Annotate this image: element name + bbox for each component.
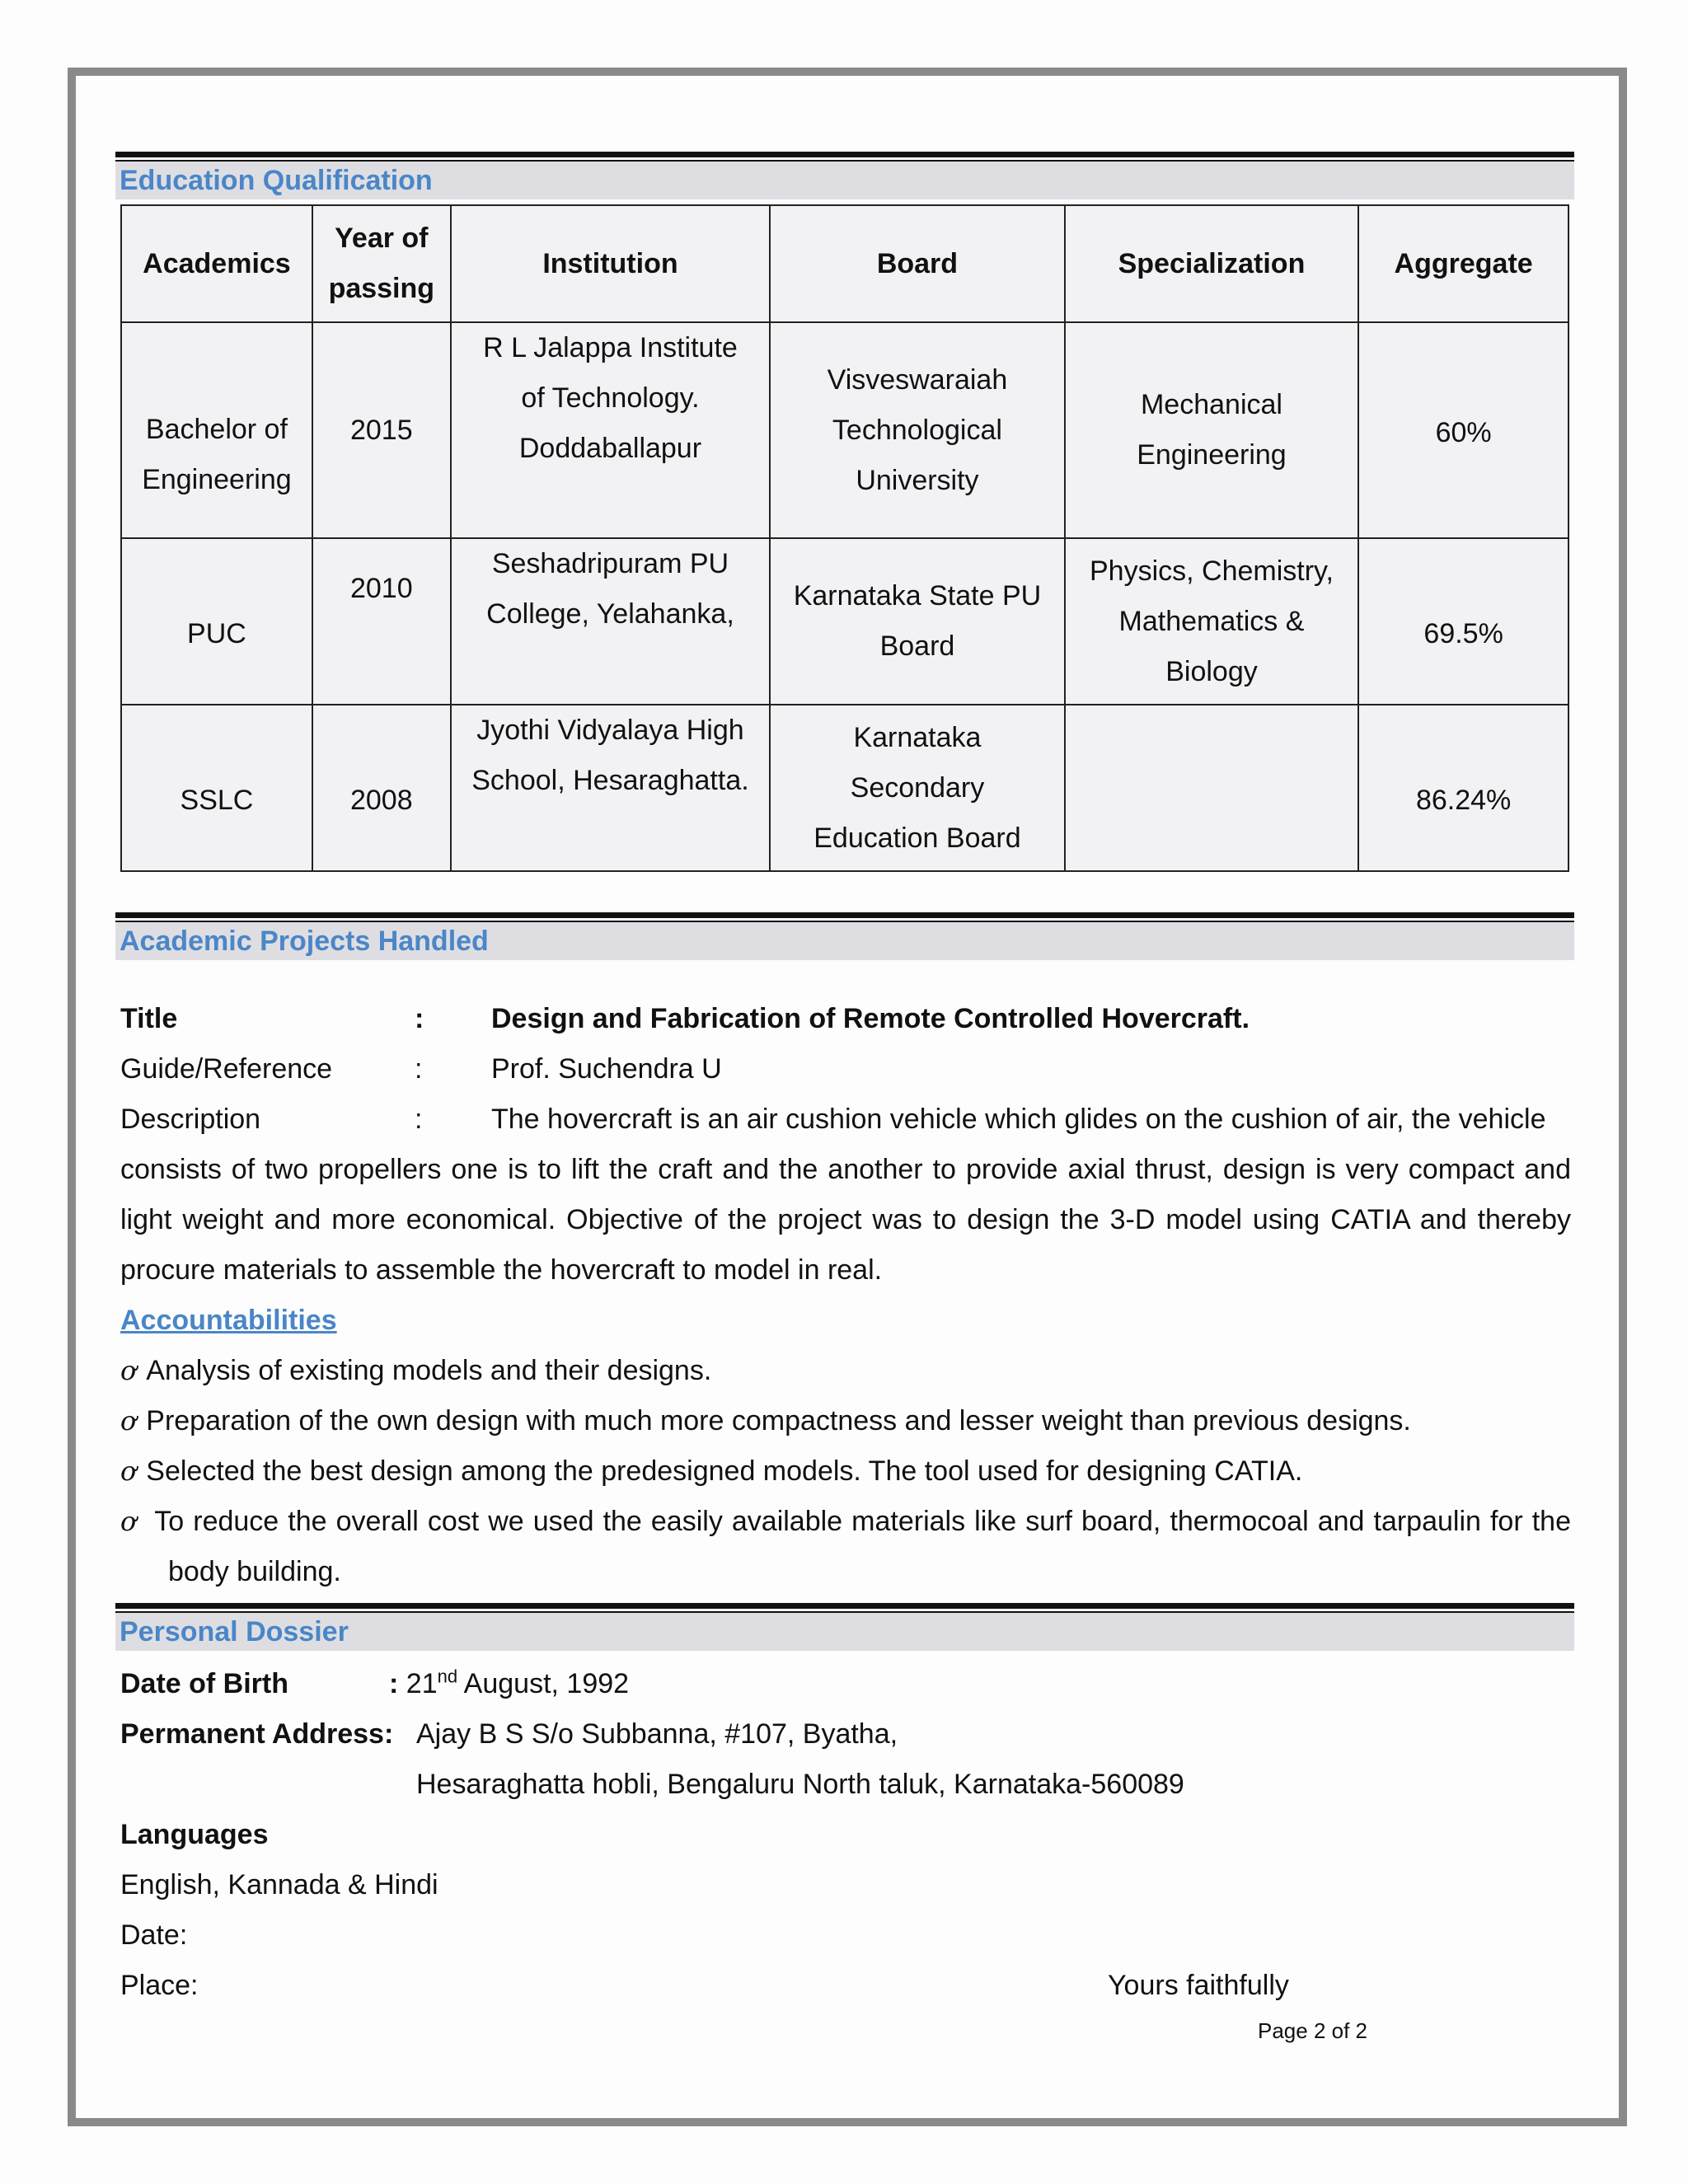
cell-institution: Jyothi Vidyalaya High School, Hesaraghatta. [451,705,770,871]
closing-text: Yours faithfully [1108,1970,1289,2001]
cell-academics: PUC [121,538,312,705]
date-label: Date: [120,1919,188,1951]
colon: : [415,1053,423,1085]
education-heading: Education Qualification [115,162,1574,199]
cell-aggregate: 69.5% [1358,538,1568,705]
cell-board: Karnataka Secondary Education Board [770,705,1065,871]
accountabilities-heading: Accountabilities [120,1305,337,1336]
cell-year: 2010 [312,538,451,705]
description-first-line: The hovercraft is an air cushion vehicle which glides on the cushion of air, the vehicle [491,1104,1546,1135]
cell-aggregate: 60% [1358,322,1568,538]
dob-value: : 21nd August, 1992 [389,1666,630,1699]
description-text: consists of two propellers one is to lift the craft and the another to provide axial thrust, design is very compact and light weight and more economical. Objective of the project was to design the 3-D model using CATIA and thereby procure materials to assemble the hovercraft to model in real. [120,1154,1571,1286]
section-rule [115,912,1574,922]
bullet-icon: ơ [120,1506,137,1537]
personal-section [115,1603,1574,1651]
projects-section [115,912,1574,960]
table-row [121,538,1568,705]
cell-board: Karnataka State PU Board [770,538,1065,705]
cell-specialization: Physics, Chemistry, Mathematics & Biology [1065,538,1359,705]
guide-label: Guide/Reference [120,1053,333,1085]
colon: : [415,1104,423,1135]
languages-value: English, Kannada & Hindi [120,1869,438,1900]
page-number: Page 2 of 2 [1258,2018,1367,2043]
dob-label: Date of Birth [120,1668,288,1699]
table-row [121,322,1568,538]
header-aggregate: Aggregate [1358,205,1568,322]
cell-academics: SSLC [121,705,312,871]
description-label: Description [120,1104,261,1135]
languages-label: Languages [120,1819,269,1850]
cell-aggregate: 86.24% [1358,705,1568,871]
table-row [121,705,1568,871]
address-line-2: Hesaraghatta hobli, Bengaluru North taluk, Karnataka-560089 [416,1769,1184,1800]
guide-value: Prof. Suchendra U [491,1053,722,1085]
address-label: Permanent Address: [120,1718,394,1750]
header-specialization: Specialization [1065,205,1359,322]
list-item: ơ To reduce the overall cost we used the easily available materials like surf board, thermocoal and tarpaulin for the body building. [120,1506,1571,1587]
list-item: ơ Analysis of existing models and their designs. [120,1355,712,1386]
list-item: ơ Preparation of the own design with much more compactness and lesser weight than previous designs. [120,1405,1411,1436]
cell-academics: Bachelor of Engineering [121,322,312,538]
bullet-icon: ơ [120,1405,137,1436]
address-line-1: Ajay B S S/o Subbanna, #107, Byatha, [416,1718,898,1750]
header-board: Board [770,205,1065,322]
section-rule [115,1603,1574,1613]
list-item: ơ Selected the best design among the predesigned models. The tool used for designing CATIA. [120,1455,1303,1487]
header-academics: Academics [121,205,312,322]
project-title: Design and Fabrication of Remote Controlled Hovercraft. [491,1003,1250,1034]
bullet-icon: ơ [120,1355,137,1386]
education-section [115,152,1574,199]
cell-board: Visveswaraiah Technological University [770,322,1065,538]
bullet-icon: ơ [120,1455,137,1487]
colon: : [415,1003,424,1034]
cell-year: 2015 [312,322,451,538]
section-rule [115,152,1574,162]
personal-heading: Personal Dossier [115,1613,1574,1651]
cell-specialization [1065,705,1359,871]
header-year: Year of passing [312,205,451,322]
table-header-row [121,205,1568,322]
education-table [120,204,1569,872]
cell-institution: R L Jalappa Institute of Technology. Doddaballapur [451,322,770,538]
cell-institution: Seshadripuram PU College, Yelahanka, [451,538,770,705]
title-label: Title [120,1003,178,1034]
cell-specialization: Mechanical Engineering [1065,322,1359,538]
cell-year: 2008 [312,705,451,871]
header-institution: Institution [451,205,770,322]
place-label: Place: [120,1970,199,2001]
projects-heading: Academic Projects Handled [115,922,1574,960]
